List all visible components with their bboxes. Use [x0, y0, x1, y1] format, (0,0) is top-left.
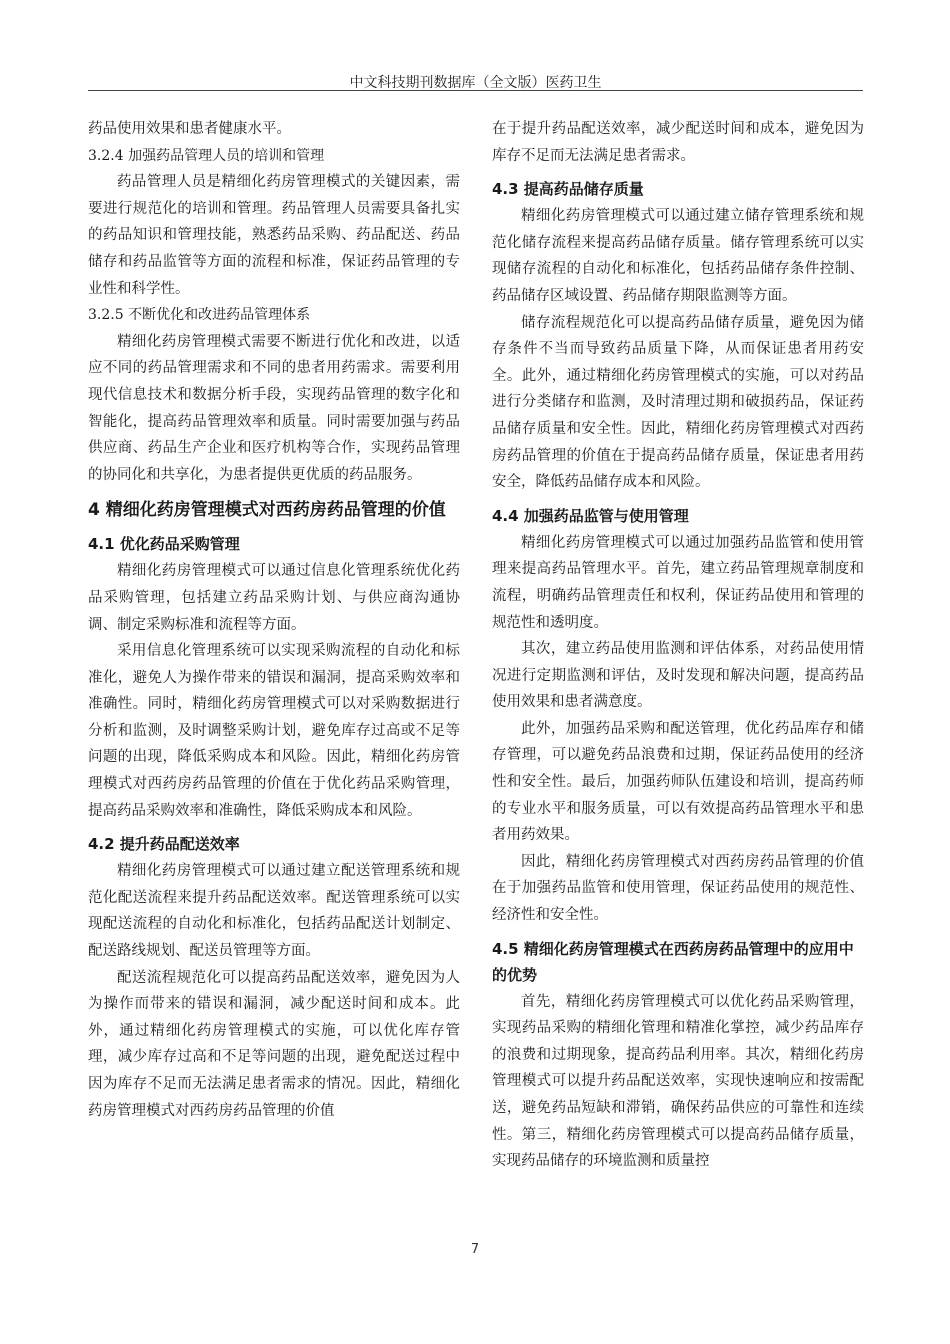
section-heading-4: 4 精细化药房管理模式对西药房药品管理的价值 [88, 500, 446, 521]
paragraph: 储存流程规范化可以提高药品储存质量，避免因为储存条件不当而导致药品质量下降，从而保证患者用药安全。此外，通过精细化药房管理模式的实施，可以对药品进行分类储存和监测，及时清理过期和破损药品，保证药品储存质量和安全性。因此，精细化药房管理模式对西药房药品管理的价值在于提高药品储存质量，保证患者用药安全，降低药品储存成本和风险。 [492, 314, 864, 491]
section-heading-4-1: 4.1 优化药品采购管理 [88, 535, 240, 554]
paragraph: 首先，精细化药房管理模式可以优化药品采购管理，实现药品采购的精细化管理和精准化掌控，减少药品库存的浪费和过期现象，提高药品利用率。其次，精细化药房管理模式可以提升药品配送效率，实现快速响应和按需配送，避免药品短缺和滞销，确保药品供应的可靠性和连续性。第三，精细化药房管理模式可以提高药品储存质量，实现药品储存的环境监测和质量控 [492, 993, 864, 1170]
paragraph: 因此，精细化药房管理模式对西药房药品管理的价值在于加强药品监管和使用管理，保证药品使用的规范性、经济性和安全性。 [492, 853, 864, 924]
paragraph: 药品使用效果和患者健康水平。 [88, 121, 291, 137]
paragraph: 精细化药房管理模式可以通过加强药品监管和使用管理来提高药品管理水平。首先，建立药品管理规章制度和流程，明确药品管理责任和权利，保证药品使用和管理的规范性和透明度。 [492, 534, 864, 631]
header-rule [88, 90, 863, 91]
paragraph: 精细化药房管理模式可以通过建立储存管理系统和规范化储存流程来提高药品储存质量。储存管理系统可以实现储存流程的自动化和标准化，包括药品储存条件控制、药品储存区域设置、药品储存期限监测等方面。 [492, 208, 864, 304]
paragraph: 在于提升药品配送效率，减少配送时间和成本，避免因为库存不足而无法满足患者需求。 [492, 121, 864, 164]
section-heading-4-4: 4.4 加强药品监管与使用管理 [492, 506, 689, 525]
paragraph: 采用信息化管理系统可以实现采购流程的自动化和标准化，避免人为操作带来的错误和漏洞，提高采购效率和准确性。同时，精细化药房管理模式可以对采购数据进行分析和监测，及时调整采购计划，避免库存过高或不足等问题的出现，降低采购成本和风险。因此，精细化药房管理模式对西药房药品管理的价值在于优化药品采购管理，提高药品采购效率和准确性，降低采购成本和风险。 [88, 643, 460, 819]
section-heading-3-2-4: 3.2.4 加强药品管理人员的培训和管理 [88, 147, 325, 164]
paragraph: 精细化药房管理模式需要不断进行优化和改进，以适应不同的药品管理需求和不同的患者用药需求。需要利用现代信息技术和数据分析手段，实现药品管理的数字化和智能化，提高药品管理效率和质量。同时需要加强与药品供应商、药品生产企业和医疗机构等合作，实现药品管理的协同化和共享化，为患者提供更优质的药品服务。 [88, 333, 460, 483]
left-column [88, 116, 460, 1124]
section-heading-4-5: 4.5 精细化药房管理模式在西药房药品管理中的应用中的优势 [492, 939, 854, 984]
paragraph: 精细化药房管理模式可以通过信息化管理系统优化药品采购管理，包括建立药品采购计划、与供应商沟通协调、制定采购标准和流程等方面。 [88, 563, 460, 633]
right-column [492, 116, 864, 1175]
paragraph: 其次，建立药品使用监测和评估体系，对药品使用情况进行定期监测和评估，及时发现和解决问题，提高药品使用效果和患者满意度。 [492, 641, 864, 711]
page-number: 7 [470, 1242, 480, 1257]
journal-header: 中文科技期刊数据库（全文版）医药卫生 [349, 75, 602, 91]
section-heading-4-3: 4.3 提高药品储存质量 [492, 180, 644, 199]
section-heading-3-2-5: 3.2.5 不断优化和改进药品管理体系 [88, 307, 311, 324]
paragraph: 药品管理人员是精细化药房管理模式的关键因素，需要进行规范化的培训和管理。药品管理人员需要具备扎实的药品知识和管理技能，熟悉药品采购、药品配送、药品储存和药品监管等方面的流程和标准，保证药品管理的专业性和科学性。 [88, 174, 460, 297]
section-heading-4-2: 4.2 提升药品配送效率 [88, 835, 240, 854]
paragraph: 配送流程规范化可以提高药品配送效率，避免因为人为操作而带来的错误和漏洞，减少配送时间和成本。此外，通过精细化药房管理模式的实施，可以优化库存管理，减少库存过高和不足等问题的出现，避免配送过程中因为库存不足而无法满足患者需求的情况。因此，精细化药房管理模式对西药房药品管理的价值 [88, 969, 460, 1119]
paragraph: 此外，加强药品采购和配送管理，优化药品库存和储存管理，可以避免药品浪费和过期，保证药品使用的经济性和安全性。最后，加强药师队伍建设和培训，提高药师的专业水平和服务质量，可以有效提高药品管理水平和患者用药效果。 [492, 720, 864, 844]
paragraph: 精细化药房管理模式可以通过建立配送管理系统和规范化配送流程来提升药品配送效率。配送管理系统可以实现配送流程的自动化和标准化，包括药品配送计划制定、配送路线规划、配送员管理等方面。 [88, 863, 460, 960]
